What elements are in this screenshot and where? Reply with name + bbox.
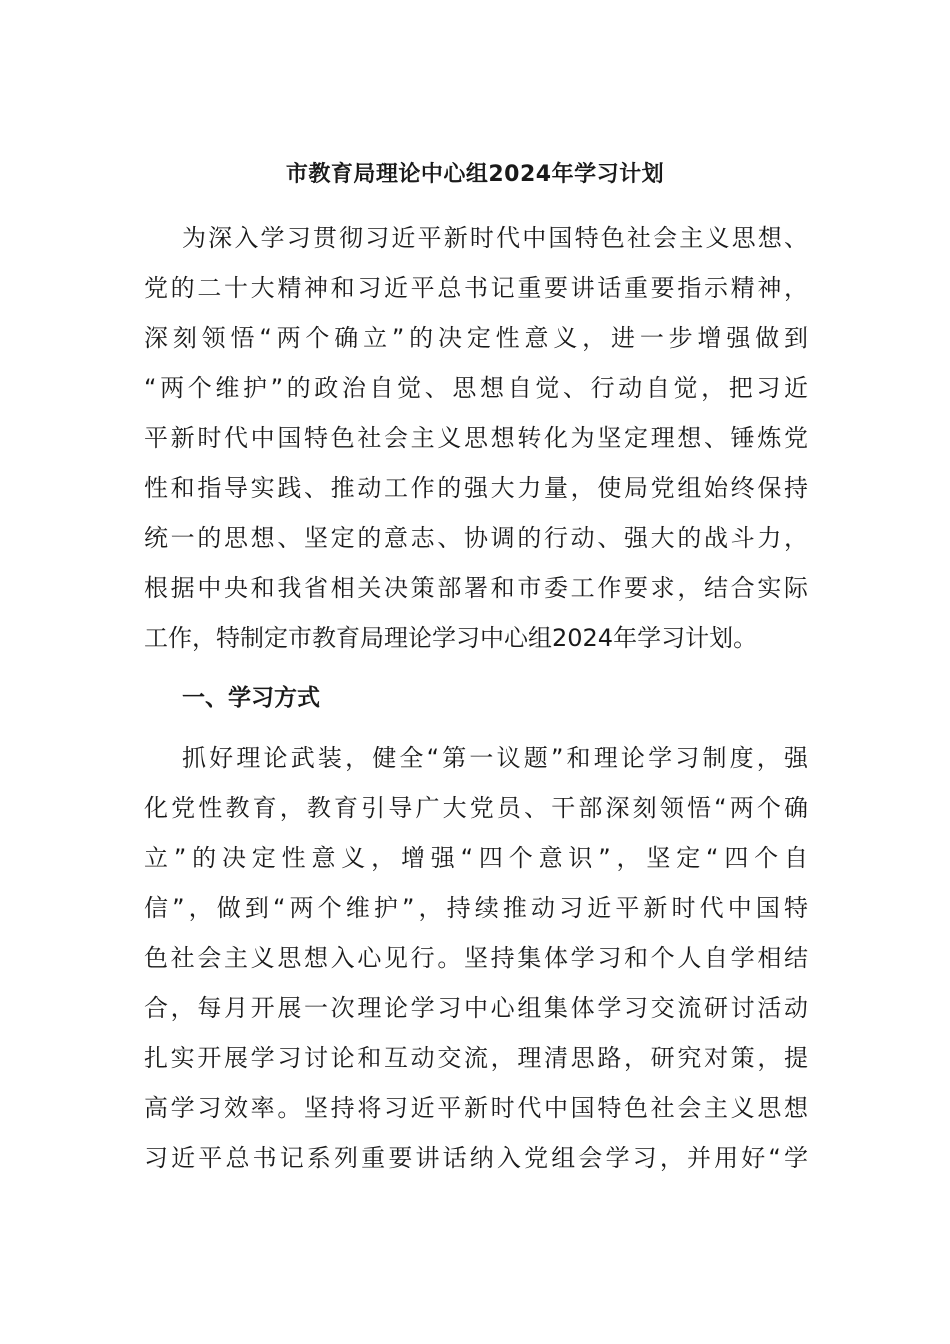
section-line: 化党性教育，教育引导广大党员、干部深刻领悟“两个确 [144, 794, 808, 822]
section-line: 色社会主义思想入心见行。坚持集体学习和个人自学相结 [144, 944, 808, 972]
section-line: 习近平总书记系列重要讲话纳入党组会学习，并用好“学 [144, 1144, 808, 1172]
section-heading: 一、学习方式 [182, 685, 320, 711]
section-line: 高学习效率。坚持将习近平新时代中国特色社会主义思想 [144, 1094, 808, 1122]
intro-line: 深刻领悟“两个确立”的决定性意义，进一步增强做到 [144, 324, 808, 352]
section-line: 抓好理论武装，健全“第一议题”和理论学习制度，强 [182, 744, 808, 772]
intro-line: 性和指导实践、推动工作的强大力量，使局党组始终保持 [144, 474, 808, 502]
intro-line: 根据中央和我省相关决策部署和市委工作要求，结合实际 [144, 574, 808, 602]
section-line: 立”的决定性意义，增强“四个意识”，坚定“四个自 [144, 844, 808, 872]
section-line: 合，每月开展一次理论学习中心组集体学习交流研讨活动 [144, 994, 808, 1022]
intro-line: 统一的思想、坚定的意志、协调的行动、强大的战斗力， [144, 524, 808, 552]
intro-line: 工作，特制定市教育局理论学习中心组2024年学习计划。 [144, 624, 758, 652]
intro-line: 平新时代中国特色社会主义思想转化为坚定理想、锤炼党 [144, 424, 808, 452]
intro-line: 为深入学习贯彻习近平新时代中国特色社会主义思想、 [182, 224, 808, 252]
document-title: 市教育局理论中心组2024年学习计划 [285, 162, 665, 187]
intro-line: “两个维护”的政治自觉、思想自觉、行动自觉，把习近 [144, 374, 808, 402]
intro-line: 党的二十大精神和习近平总书记重要讲话重要指示精神， [144, 274, 808, 302]
section-line: 扎实开展学习讨论和互动交流，理清思路，研究对策，提 [144, 1044, 808, 1072]
section-line: 信”，做到“两个维护”，持续推动习近平新时代中国特 [144, 894, 808, 922]
